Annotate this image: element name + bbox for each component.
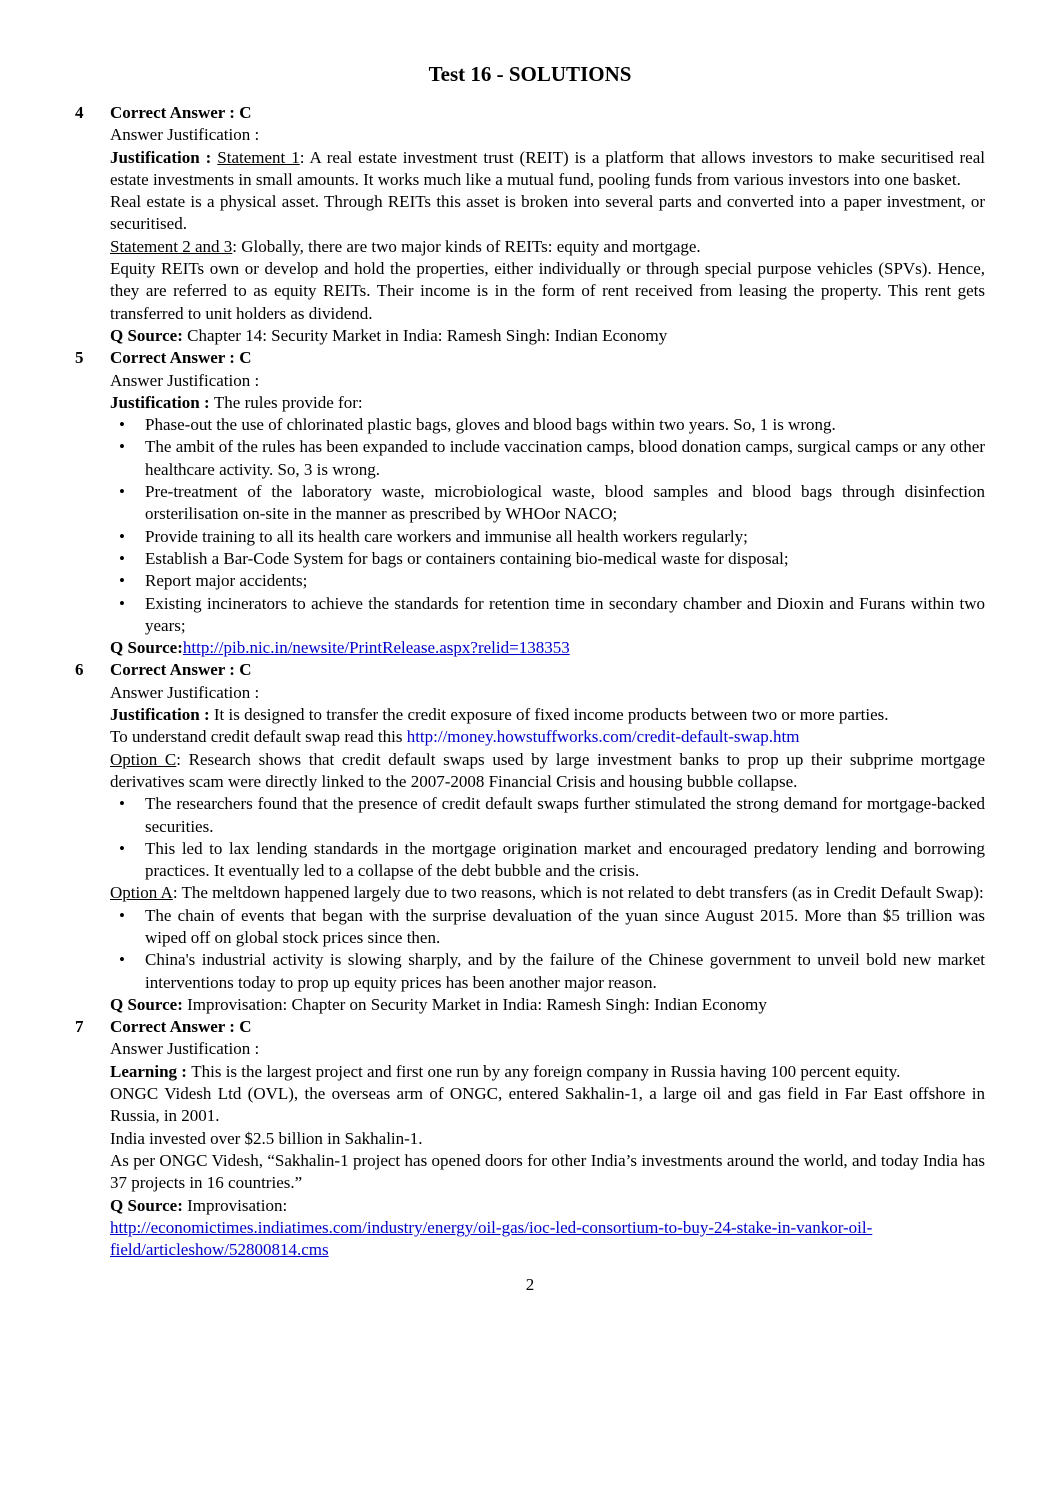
text-segment: Correct Answer : C bbox=[110, 103, 252, 122]
text-segment: Answer Justification : bbox=[110, 125, 260, 145]
text-segment: It is designed to transfer the credit exposure of fixed income products between two or more parties. bbox=[213, 705, 889, 725]
paragraph bbox=[110, 637, 985, 659]
text-segment: Pre-treatment of the laboratory waste, microbiological waste, blood samples and blood bags through disinfection orsterilisation on-site in the manner as prescribed by WHOor NACO; bbox=[145, 482, 985, 524]
text-segment: As per ONGC Videsh, “Sakhalin-1 project has opened doors for other India’s investments around the world, and today India has 37 projects in 16 countries.” bbox=[110, 1150, 985, 1193]
text-segment: Improvisation: bbox=[187, 1195, 288, 1215]
text-segment: This led to lax lending standards in the mortgage origination market and encouraged predatory lending and borrowing practices. It eventually led to a collapse of the debt bubble and the crisis. bbox=[145, 838, 985, 881]
question bbox=[75, 102, 985, 347]
question-number: 7 bbox=[75, 1017, 84, 1037]
bullet-list bbox=[110, 793, 985, 882]
text-segment: Justification : bbox=[110, 147, 218, 167]
question-body bbox=[110, 1016, 985, 1261]
paragraph bbox=[110, 370, 985, 392]
text-segment: Correct Answer : C bbox=[110, 1017, 252, 1037]
paragraph bbox=[110, 325, 985, 347]
text-segment: Improvisation: Chapter on Security Market in India: Ramesh Singh: Indian Economy bbox=[187, 994, 767, 1014]
bullet-item bbox=[110, 838, 985, 883]
text-segment: Option C bbox=[110, 749, 177, 769]
paragraph bbox=[110, 258, 985, 325]
paragraph bbox=[110, 236, 985, 258]
paragraph bbox=[110, 102, 985, 124]
link[interactable]: http://economictimes.indiatimes.com/industry/energy/oil-gas/ioc-led-consortium-to-buy-24-stake-in-vankor-oil-field/articleshow/52800814.cms bbox=[110, 1217, 873, 1260]
text-segment: Q Source: bbox=[110, 1195, 188, 1215]
text-segment: Justification : bbox=[110, 705, 214, 725]
text-segment: Q Source: bbox=[110, 994, 188, 1014]
paragraph bbox=[110, 1150, 985, 1195]
paragraph bbox=[110, 347, 985, 369]
page-number: 2 bbox=[525, 1275, 535, 1295]
bullet-item bbox=[110, 593, 985, 638]
text-segment: Option A bbox=[110, 883, 173, 903]
bullet-item bbox=[110, 949, 985, 994]
text-segment: Existing incinerators to achieve the standards for retention time in secondary chamber and Dioxin and Furans within two years; bbox=[145, 593, 985, 635]
paragraph bbox=[110, 392, 985, 414]
text-segment: Phase-out the use of chlorinated plastic bags, gloves and blood bags within two years. So, 1 is wrong. bbox=[145, 415, 836, 435]
link[interactable]: http://money.howstuffworks.com/credit-default-swap.htm bbox=[406, 727, 800, 747]
bullet-item bbox=[110, 436, 985, 481]
text-segment: Report major accidents; bbox=[145, 571, 308, 591]
text-segment: : A real estate investment trust (REIT) is a platform that allows investors to make securitised real estate investments in small amounts. It works much like a mutual fund, pooling funds from various investors into one basket. bbox=[110, 147, 985, 189]
text-segment: Answer Justification : bbox=[110, 370, 260, 390]
text-segment: The rules provide for: bbox=[213, 392, 363, 412]
text-segment: Q Source: bbox=[110, 325, 188, 345]
question-number: 5 bbox=[75, 348, 84, 368]
question bbox=[75, 659, 985, 1016]
questions bbox=[75, 102, 985, 1261]
text-segment: Equity REITs own or develop and hold the properties, either individually or through special purpose vehicles (SPVs). Hence, they are referred to as equity REITs. Their income is in the form of rent received from leasing the property. This rent gets transferred to unit holders as dividend. bbox=[110, 259, 985, 323]
paragraph bbox=[110, 994, 985, 1016]
paragraph bbox=[110, 124, 985, 146]
text-segment: Statement 1 bbox=[217, 147, 300, 167]
question-number: 6 bbox=[75, 660, 84, 680]
text-segment: Real estate is a physical asset. Through REITs this asset is broken into several parts and converted into a paper investment, or securitised. bbox=[110, 192, 985, 234]
paragraph bbox=[110, 726, 985, 748]
page-title: Test 16 - SOLUTIONS bbox=[428, 62, 632, 86]
text-segment: Correct Answer : C bbox=[110, 660, 252, 680]
paragraph bbox=[110, 682, 985, 704]
text-segment: The chain of events that began with the surprise devaluation of the yuan since August 2015. More than $5 trillion was wiped off on global stock prices since then. bbox=[145, 905, 985, 947]
bullet-item bbox=[110, 414, 985, 436]
paragraph bbox=[110, 1061, 985, 1083]
text-segment: China's industrial activity is slowing sharply, and by the failure of the Chinese government to unveil bold new market interventions today to prop up equity prices has been another major reason. bbox=[145, 950, 985, 992]
text-segment: The researchers found that the presence of credit default swaps further stimulated the strong demand for mortgage-backed securities. bbox=[145, 794, 985, 836]
text-segment: Establish a Bar-Code System for bags or containers containing bio-medical waste for disposal; bbox=[145, 548, 789, 568]
question-body bbox=[110, 102, 985, 347]
question-number: 4 bbox=[75, 103, 84, 122]
text-segment: To understand credit default swap read this bbox=[110, 727, 407, 747]
text-segment: Chapter 14: Security Market in India: Ramesh Singh: Indian Economy bbox=[187, 325, 668, 345]
link[interactable]: http://pib.nic.in/newsite/PrintRelease.aspx?relid=138353 bbox=[182, 638, 570, 658]
text-segment: : Research shows that credit default swaps used by large investment banks to prop up their subprime mortgage derivatives scam were directly linked to the 2007-2008 Financial Crisis and housing bubble collapse. bbox=[110, 749, 985, 791]
paragraph bbox=[110, 1083, 985, 1128]
question-body bbox=[110, 347, 985, 659]
text-segment: This is the largest project and first one run by any foreign company in Russia having 100 percent equity. bbox=[191, 1061, 901, 1081]
bullet-item bbox=[110, 905, 985, 950]
paragraph bbox=[110, 882, 985, 904]
paragraph bbox=[110, 191, 985, 236]
bullet-list bbox=[110, 414, 985, 637]
bullet-item bbox=[110, 526, 985, 548]
text-segment: Answer Justification : bbox=[110, 1039, 260, 1059]
text-segment: India invested over $2.5 billion in Sakhalin-1. bbox=[110, 1128, 423, 1148]
paragraph bbox=[110, 659, 985, 681]
text-segment: : Globally, there are two major kinds of REITs: equity and mortgage. bbox=[232, 236, 701, 256]
text-segment: ONGC Videsh Ltd (OVL), the overseas arm of ONGC, entered Sakhalin-1, a large oil and gas field in Far East offshore in Russia, in 2001. bbox=[110, 1084, 985, 1126]
text-segment: Statement 2 and 3 bbox=[110, 236, 233, 256]
text-segment: Justification : bbox=[110, 392, 214, 412]
text-segment: Provide training to all its health care workers and immunise all health workers regularly; bbox=[145, 526, 748, 546]
paragraph bbox=[110, 749, 985, 794]
question bbox=[75, 1016, 985, 1261]
question bbox=[75, 347, 985, 659]
bullet-list bbox=[110, 905, 985, 994]
bullet-item bbox=[110, 570, 985, 592]
paragraph bbox=[110, 704, 985, 726]
paragraph bbox=[110, 1128, 985, 1150]
paragraph bbox=[110, 1016, 985, 1038]
paragraph bbox=[110, 147, 985, 192]
text-segment: Answer Justification : bbox=[110, 682, 260, 702]
bullet-item bbox=[110, 481, 985, 526]
text-segment: : The meltdown happened largely due to two reasons, which is not related to debt transfers (as in Credit Default Swap): bbox=[172, 883, 984, 903]
bullet-item bbox=[110, 793, 985, 838]
paragraph bbox=[110, 1195, 985, 1217]
text-segment: Learning : bbox=[110, 1061, 192, 1081]
text-segment: Correct Answer : C bbox=[110, 348, 252, 368]
bullet-item bbox=[110, 548, 985, 570]
paragraph bbox=[110, 1038, 985, 1060]
text-segment: The ambit of the rules has been expanded to include vaccination camps, blood donation camps, surgical camps or any other healthcare activity. So, 3 is wrong. bbox=[145, 437, 985, 479]
question-body bbox=[110, 659, 985, 1016]
text-segment: Q Source: bbox=[110, 638, 183, 658]
paragraph bbox=[110, 1217, 985, 1262]
